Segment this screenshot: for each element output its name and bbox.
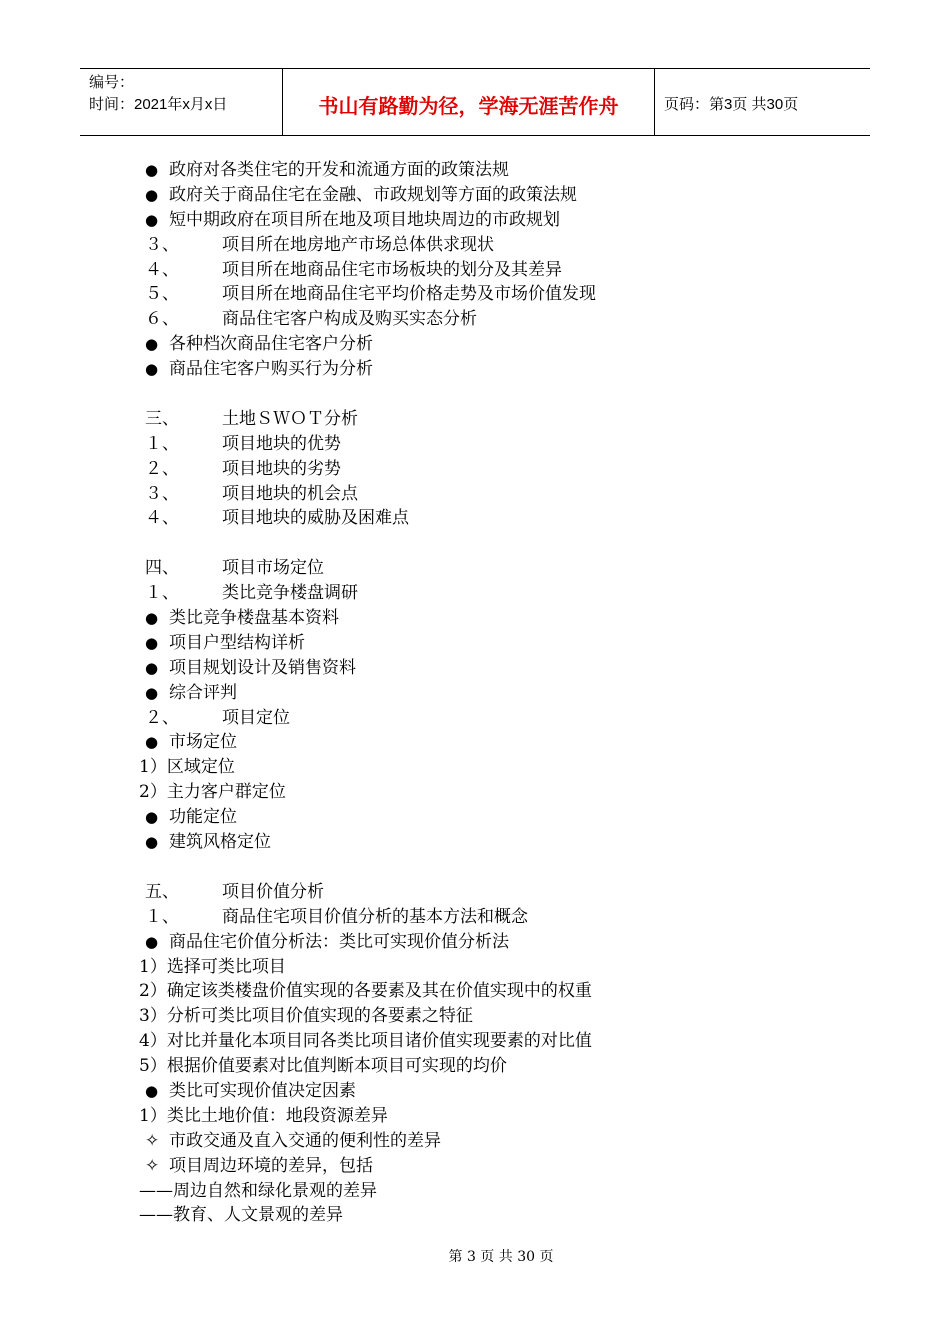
bullet-dot-icon: ● (145, 335, 159, 354)
item-text: 项目地块的威胁及困难点 (222, 508, 409, 529)
bullet-dot-icon: ● (145, 683, 159, 702)
numbered-heading (145, 282, 845, 307)
item-number: １、 (145, 433, 179, 454)
bullet-item (145, 930, 845, 955)
bullet-item (145, 631, 845, 656)
item-number: ４、 (145, 259, 179, 280)
item-text: 项目价值分析 (222, 881, 324, 902)
item-text: 项目周边环境的差异，包括 (169, 1155, 373, 1176)
item-number: １、 (145, 583, 179, 604)
item-text: 4）对比并量化本项目同各类比项目诸价值实现要素的对比值 (139, 1031, 592, 1052)
document-number-label: 编号： (89, 74, 135, 91)
item-text: 项目户型结构详析 (169, 632, 305, 653)
diamond-star-icon: ✧ (145, 1130, 160, 1151)
item-text: 项目地块的机会点 (222, 483, 358, 504)
item-text: 市场定位 (169, 732, 237, 753)
numbered-heading (145, 407, 845, 432)
header-meta (80, 69, 283, 135)
item-text: 类比竞争楼盘调研 (222, 583, 358, 604)
item-text: 土地ＳＷＯＴ分析 (222, 408, 358, 429)
blank-line (145, 382, 845, 407)
item-number: ５、 (145, 284, 179, 305)
bullet-dot-icon: ● (145, 185, 159, 204)
item-text: 商品住宅价值分析法：类比可实现价值分析法 (169, 931, 509, 952)
sub-item (139, 1054, 845, 1079)
item-number: 五、 (145, 881, 179, 902)
page-footer: 第 3 页 共 30 页 (448, 1249, 554, 1265)
bullet-item (145, 730, 845, 755)
sub-item (139, 755, 845, 780)
item-number: １、 (145, 906, 179, 927)
item-text: 5）根据价值要素对比值判断本项目可实现的均价 (139, 1056, 507, 1077)
numbered-heading (145, 233, 845, 258)
item-text: 政府对各类住宅的开发和流通方面的政策法规 (169, 160, 509, 180)
sub-item (139, 979, 845, 1004)
numbered-heading (145, 307, 845, 332)
sub-item (139, 780, 845, 805)
bullet-item (145, 1079, 845, 1104)
numbered-heading (145, 506, 845, 531)
numbered-heading (145, 258, 845, 283)
document-time-label: 时间：2021年x月x日 (89, 96, 228, 113)
bullet-item (145, 158, 845, 183)
blank-line (145, 531, 845, 556)
item-text: 各种档次商品住宅客户分析 (169, 334, 373, 355)
header-page-number: 页码：第3页 共30页 (664, 95, 799, 113)
item-number: 三、 (145, 408, 179, 429)
blank-line (145, 855, 845, 880)
bullet-item (145, 183, 845, 208)
bullet-dot-icon: ● (145, 633, 159, 652)
bullet-item (145, 606, 845, 631)
bullet-dot-icon: ● (145, 609, 159, 628)
bullet-dot-icon: ● (145, 833, 159, 852)
item-text: ——教育、人文景观的差异 (139, 1205, 343, 1226)
bullet-dot-icon: ● (145, 210, 159, 229)
diamond-star-icon: ✧ (145, 1155, 160, 1176)
sub-item (139, 1004, 845, 1029)
page-header (80, 68, 870, 136)
numbered-heading (145, 556, 845, 581)
item-text: 类比竞争楼盘基本资料 (169, 608, 339, 629)
sub-item (139, 1029, 845, 1054)
item-text: 市政交通及直入交通的便利性的差异 (169, 1130, 441, 1151)
item-text: 1）类比土地价值：地段资源差异 (139, 1105, 388, 1126)
document-body (139, 158, 845, 1228)
bullet-dot-icon: ● (145, 808, 159, 827)
item-text: 政府关于商品住宅在金融、市政规划等方面的政策法规 (169, 184, 577, 205)
numbered-heading (145, 432, 845, 457)
item-text: 商品住宅客户购买行为分析 (169, 359, 373, 380)
item-text: 1）区域定位 (139, 757, 235, 778)
item-text: 1）选择可类比项目 (139, 956, 286, 977)
bullet-item (145, 332, 845, 357)
numbered-heading (145, 482, 845, 507)
bullet-item (145, 656, 845, 681)
item-text: ——周边自然和绿化景观的差异 (139, 1180, 377, 1201)
bullet-dot-icon: ● (145, 360, 159, 379)
diamond-item (145, 1154, 845, 1179)
sub-item (139, 955, 845, 980)
item-text: 3）分析可类比项目价值实现的各要素之特征 (139, 1006, 473, 1027)
numbered-heading (145, 905, 845, 930)
item-number: ３、 (145, 483, 179, 504)
item-text: 商品住宅项目价值分析的基本方法和概念 (222, 906, 528, 927)
item-text: 项目市场定位 (222, 558, 324, 579)
bullet-dot-icon: ● (145, 1081, 159, 1100)
dash-item (139, 1203, 845, 1228)
bullet-item (145, 805, 845, 830)
item-text: 项目所在地房地产市场总体供求现状 (222, 234, 494, 255)
item-number: 四、 (145, 558, 179, 579)
item-text: 项目所在地商品住宅市场板块的划分及其差异 (222, 259, 562, 280)
item-number: ４、 (145, 508, 179, 529)
bullet-item (145, 208, 845, 233)
dash-item (139, 1179, 845, 1204)
item-text: 短中期政府在项目所在地及项目地块周边的市政规划 (169, 209, 560, 230)
item-number: ２、 (145, 707, 179, 728)
bullet-dot-icon: ● (145, 161, 159, 179)
item-text: 商品住宅客户构成及购买实态分析 (222, 309, 477, 330)
item-text: 项目地块的优势 (222, 433, 341, 454)
item-text: 项目所在地商品住宅平均价格走势及市场价值发现 (222, 284, 596, 305)
item-number: ３、 (145, 234, 179, 255)
item-number: ６、 (145, 309, 179, 330)
item-text: 类比可实现价值决定因素 (169, 1080, 356, 1101)
diamond-item (145, 1129, 845, 1154)
numbered-heading (145, 581, 845, 606)
bullet-item (145, 357, 845, 382)
item-text: 综合评判 (169, 682, 237, 703)
item-text: 功能定位 (169, 807, 237, 828)
item-text: 项目规划设计及销售资料 (169, 657, 356, 678)
bullet-dot-icon: ● (145, 658, 159, 677)
sub-item (139, 1104, 845, 1129)
numbered-heading (145, 880, 845, 905)
bullet-item (145, 830, 845, 855)
bullet-dot-icon: ● (145, 733, 159, 752)
item-text: 项目地块的劣势 (222, 458, 341, 479)
item-number: ２、 (145, 458, 179, 479)
item-text: 2）确定该类楼盘价值实现的各要素及其在价值实现中的权重 (139, 981, 592, 1002)
bullet-dot-icon: ● (145, 932, 159, 951)
item-text: 2）主力客户群定位 (139, 782, 286, 803)
numbered-heading (145, 706, 845, 731)
numbered-heading (145, 457, 845, 482)
item-text: 建筑风格定位 (169, 832, 271, 853)
bullet-item (145, 681, 845, 706)
item-text: 项目定位 (222, 707, 290, 728)
header-motto: 书山有路勤为径，学海无涯苦作舟 (283, 69, 655, 135)
